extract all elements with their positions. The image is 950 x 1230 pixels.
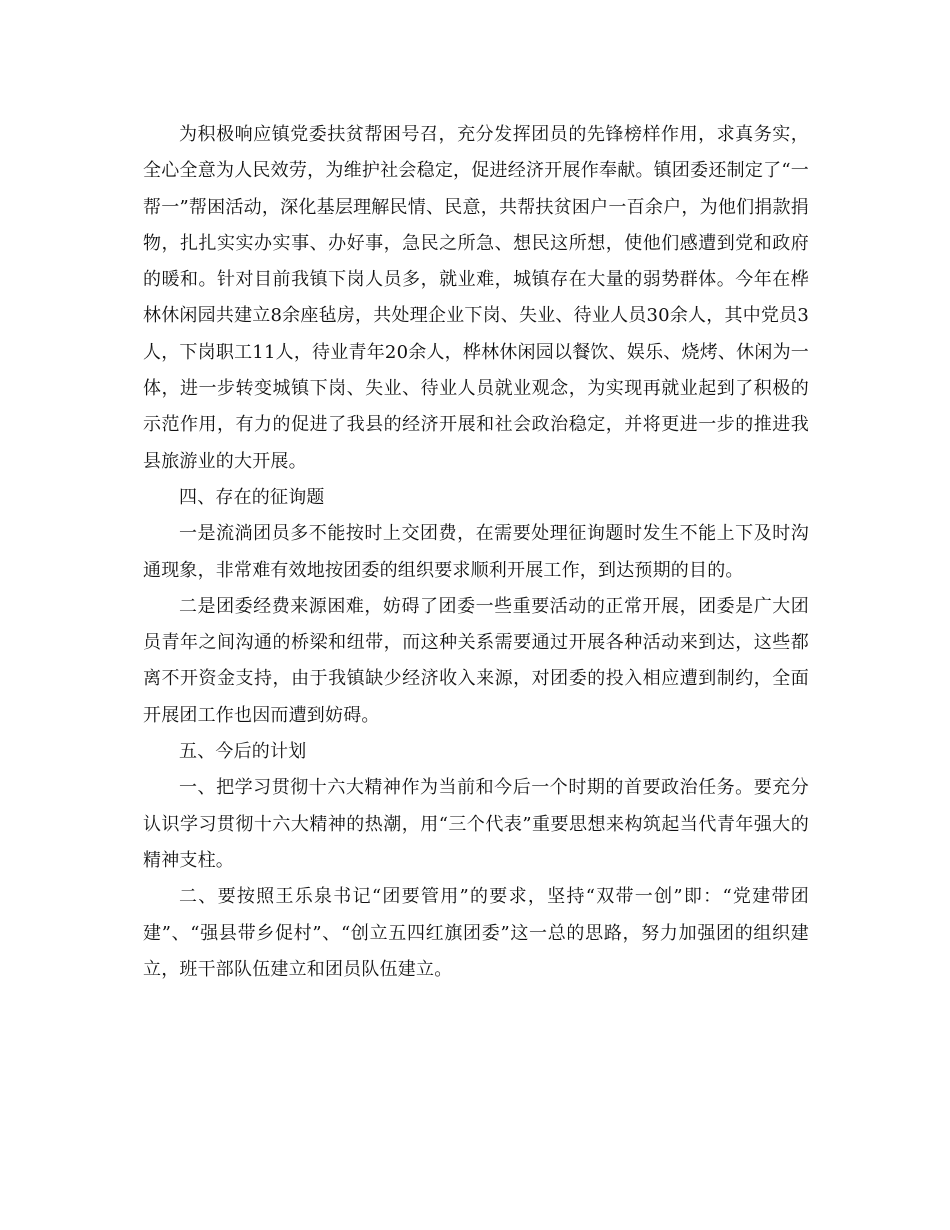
document-body xyxy=(143,117,809,988)
paragraph-plan-study: 一、把学习贯彻十六大精神作为当前和今后一个时期的首要政治任务。要充分认识学习贯彻十六大精神的热潮，用“三个代表”重要思想来构筑起当代青年强大的精神支柱。 xyxy=(143,777,809,871)
section-heading-plans: 五、今后的计划 xyxy=(179,741,307,763)
paragraph-problem-dues: 一是流淌团员多不能按时上交团费，在需要处理征询题时发生不能上下及时沟通现象，非常难有效地按团委的组织要求顺利开展工作，到达预期的目的。 xyxy=(143,523,809,581)
section-heading-problems: 四、存在的征询题 xyxy=(179,486,325,508)
paragraph-poverty-relief: 为积极响应镇党委扶贫帮困号召，充分发挥团员的先锋榜样作用，求真务实，全心全意为人民效劳，为维护社会稳定，促进经济开展作奉献。镇团委还制定了“一帮一”帮困活动，深化基层理解民情、民意，共帮扶贫困户一百余户，为他们捐款捐物，扎扎实实办实事、办好事，急民之所急、想民这所想，使他们感遭到党和政府的暖和。针对目前我镇下岗人员多，就业难，城镇存在大量的弱势群体。今年在桦林休闲园共建立8余座毡房，共处理企业下岗、失业、待业人员30余人，其中党员3人，下岗职工11人，待业青年20余人，桦林休闲园以餐饮、娱乐、烧烤、休闲为一体，进一步转变城镇下岗、失业、待业人员就业观念，为实现再就业起到了积极的示范作用，有力的促进了我县的经济开展和社会政治稳定，并将更进一步的推进我县旅游业的大开展。 xyxy=(143,124,809,472)
paragraph-plan-organization: 二、要按照王乐泉书记“团要管用”的要求，坚持“双带一创”即：“党建带团建”、“强县带乡促村”、“创立五四红旗团委”这一总的思路，努力加强团的组织建立，班干部队伍建立和团员队伍建立。 xyxy=(143,886,809,980)
paragraph-problem-funding: 二是团委经费来源困难，妨碍了团委一些重要活动的正常开展，团委是广大团员青年之间沟通的桥梁和纽带，而这种关系需要通过开展各种活动来到达，这些都离不开资金支持，由于我镇缺少经济收入来源，对团委的投入相应遭到制约，全面开展团工作也因而遭到妨碍。 xyxy=(143,595,809,726)
